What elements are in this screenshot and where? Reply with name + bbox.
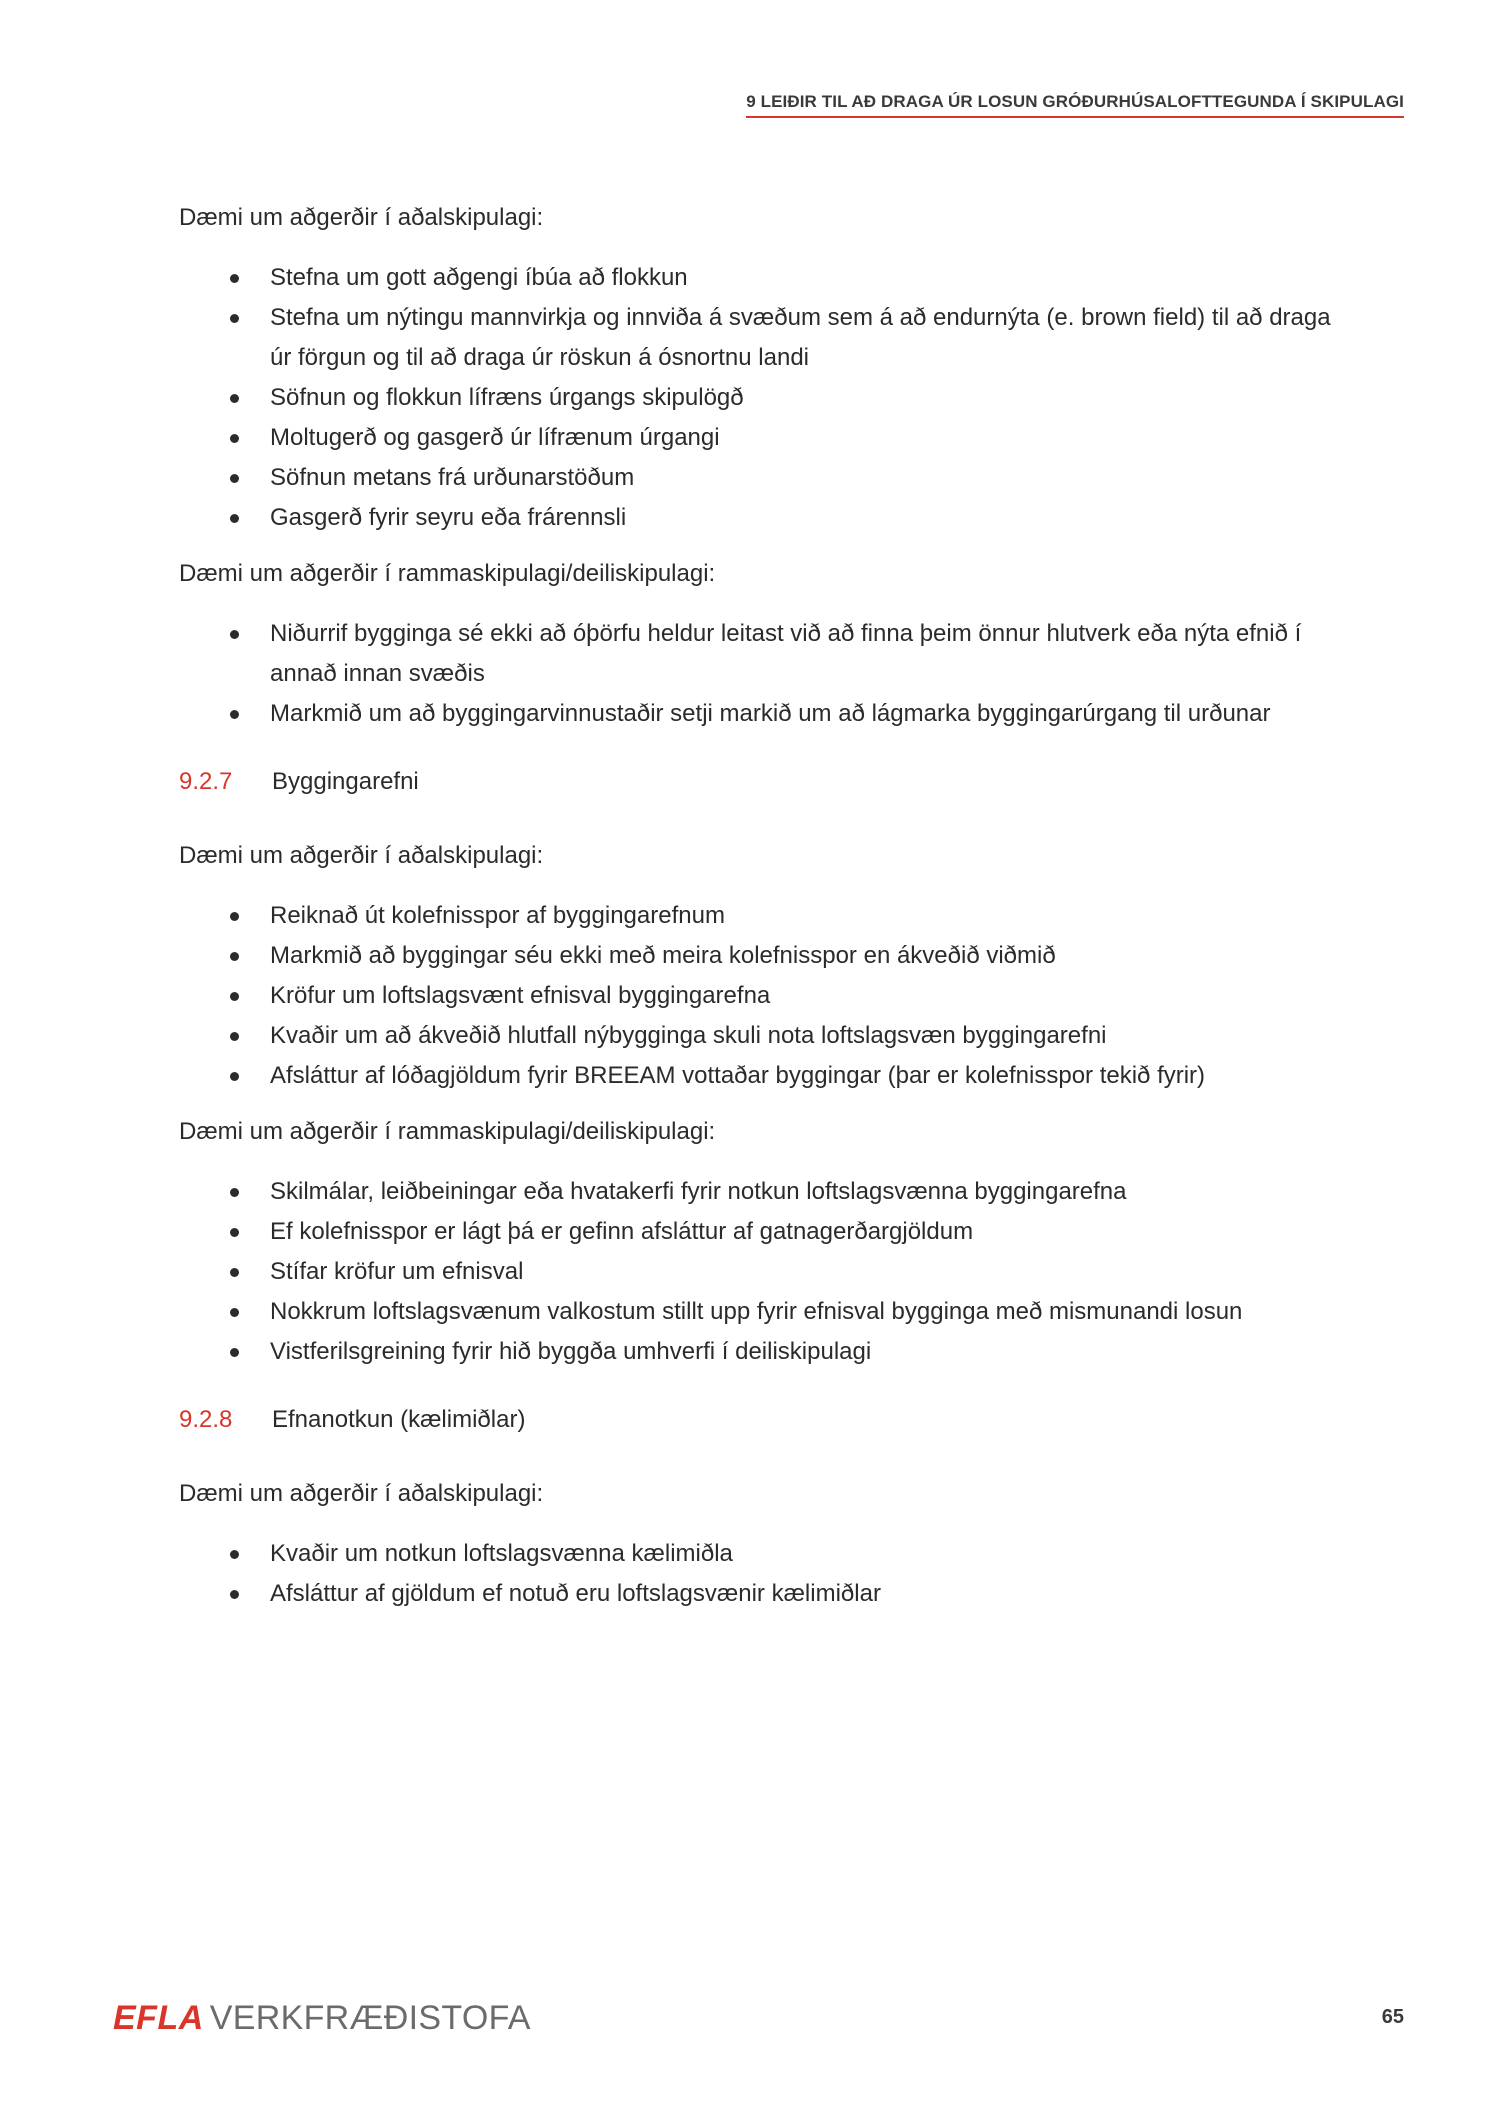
- block-intro: Dæmi um aðgerðir í aðalskipulagi:: [179, 842, 544, 869]
- section-heading-928: [179, 1400, 1332, 1440]
- list-item: Söfnun metans frá urðunarstöðum: [270, 458, 1332, 498]
- bullet-list: [179, 1534, 1332, 1614]
- list-item: Nokkrum loftslagsvænum valkostum stillt upp fyrir efnisval bygginga með mismunandi losun: [270, 1292, 1332, 1332]
- list-item: Stefna um nýtingu mannvirkja og innviða á svæðum sem á að endurnýta (e. brown field) til að draga úr förgun og til að draga úr röskun á ósnortnu landi: [270, 298, 1332, 378]
- list-item: Kröfur um loftslagsvænt efnisval byggingarefna: [270, 976, 1332, 1016]
- list-item: Markmið að byggingar séu ekki með meira kolefnisspor en ákveðið viðmið: [270, 936, 1332, 976]
- list-item: Vistferilsgreining fyrir hið byggða umhverfi í deiliskipulagi: [270, 1332, 1332, 1372]
- efla-logo: [113, 1998, 531, 2038]
- list-item: Afsláttur af lóðagjöldum fyrir BREEAM vottaðar byggingar (þar er kolefnisspor tekið fyrir): [270, 1056, 1332, 1096]
- list-item: Niðurrif bygginga sé ekki að óþörfu heldur leitast við að finna þeim önnur hlutverk eða nýta efnið í annað innan svæðis: [270, 614, 1332, 694]
- list-item: Stefna um gott aðgengi íbúa að flokkun: [270, 258, 1332, 298]
- bullet-list: [179, 258, 1332, 538]
- list-item: Reiknað út kolefnisspor af byggingarefnum: [270, 896, 1332, 936]
- block-intro: Dæmi um aðgerðir í rammaskipulagi/deiliskipulagi:: [179, 1118, 716, 1145]
- list-item: Söfnun og flokkun lífræns úrgangs skipulögð: [270, 378, 1332, 418]
- list-item: Gasgerð fyrir seyru eða frárennsli: [270, 498, 1332, 538]
- bullet-list: [179, 896, 1332, 1096]
- bullet-list: [179, 1172, 1332, 1372]
- list-item: Markmið um að byggingarvinnustaðir setji markið um að lágmarka byggingarúrgang til urðunar: [270, 694, 1332, 734]
- list-item: Stífar kröfur um efnisval: [270, 1252, 1332, 1292]
- running-header: 9 LEIÐIR TIL AÐ DRAGA ÚR LOSUN GRÓÐURHÚSALOFTTEGUNDA Í SKIPULAGI: [746, 92, 1404, 118]
- bullet-list: [179, 614, 1332, 734]
- list-item: Kvaðir um að ákveðið hlutfall nýbygginga skuli nota loftslagsvæn byggingarefni: [270, 1016, 1332, 1056]
- section-title: Byggingarefni: [272, 768, 419, 795]
- page-number: 65: [1381, 2006, 1404, 2028]
- block-intro: Dæmi um aðgerðir í aðalskipulagi:: [179, 1480, 544, 1507]
- list-item: Afsláttur af gjöldum ef notuð eru loftslagsvænir kælimiðlar: [270, 1574, 1332, 1614]
- logo-text: VERKFRÆÐISTOFA: [209, 1999, 531, 2037]
- section-number: 9.2.7: [179, 768, 233, 795]
- list-item: Moltugerð og gasgerð úr lífrænum úrgangi: [270, 418, 1332, 458]
- section-number: 9.2.8: [179, 1406, 233, 1433]
- list-item: Kvaðir um notkun loftslagsvænna kælimiðla: [270, 1534, 1332, 1574]
- section-heading-927: [179, 762, 1332, 802]
- block-intro: Dæmi um aðgerðir í aðalskipulagi:: [179, 204, 544, 231]
- block-intro: Dæmi um aðgerðir í rammaskipulagi/deiliskipulagi:: [179, 560, 716, 587]
- list-item: Ef kolefnisspor er lágt þá er gefinn afsláttur af gatnagerðargjöldum: [270, 1212, 1332, 1252]
- page-content: [179, 198, 1332, 1630]
- section-title: Efnanotkun (kælimiðlar): [272, 1406, 526, 1433]
- list-item: Skilmálar, leiðbeiningar eða hvatakerfi fyrir notkun loftslagsvænna byggingarefna: [270, 1172, 1332, 1212]
- logo-brand: EFLA: [113, 1999, 204, 2037]
